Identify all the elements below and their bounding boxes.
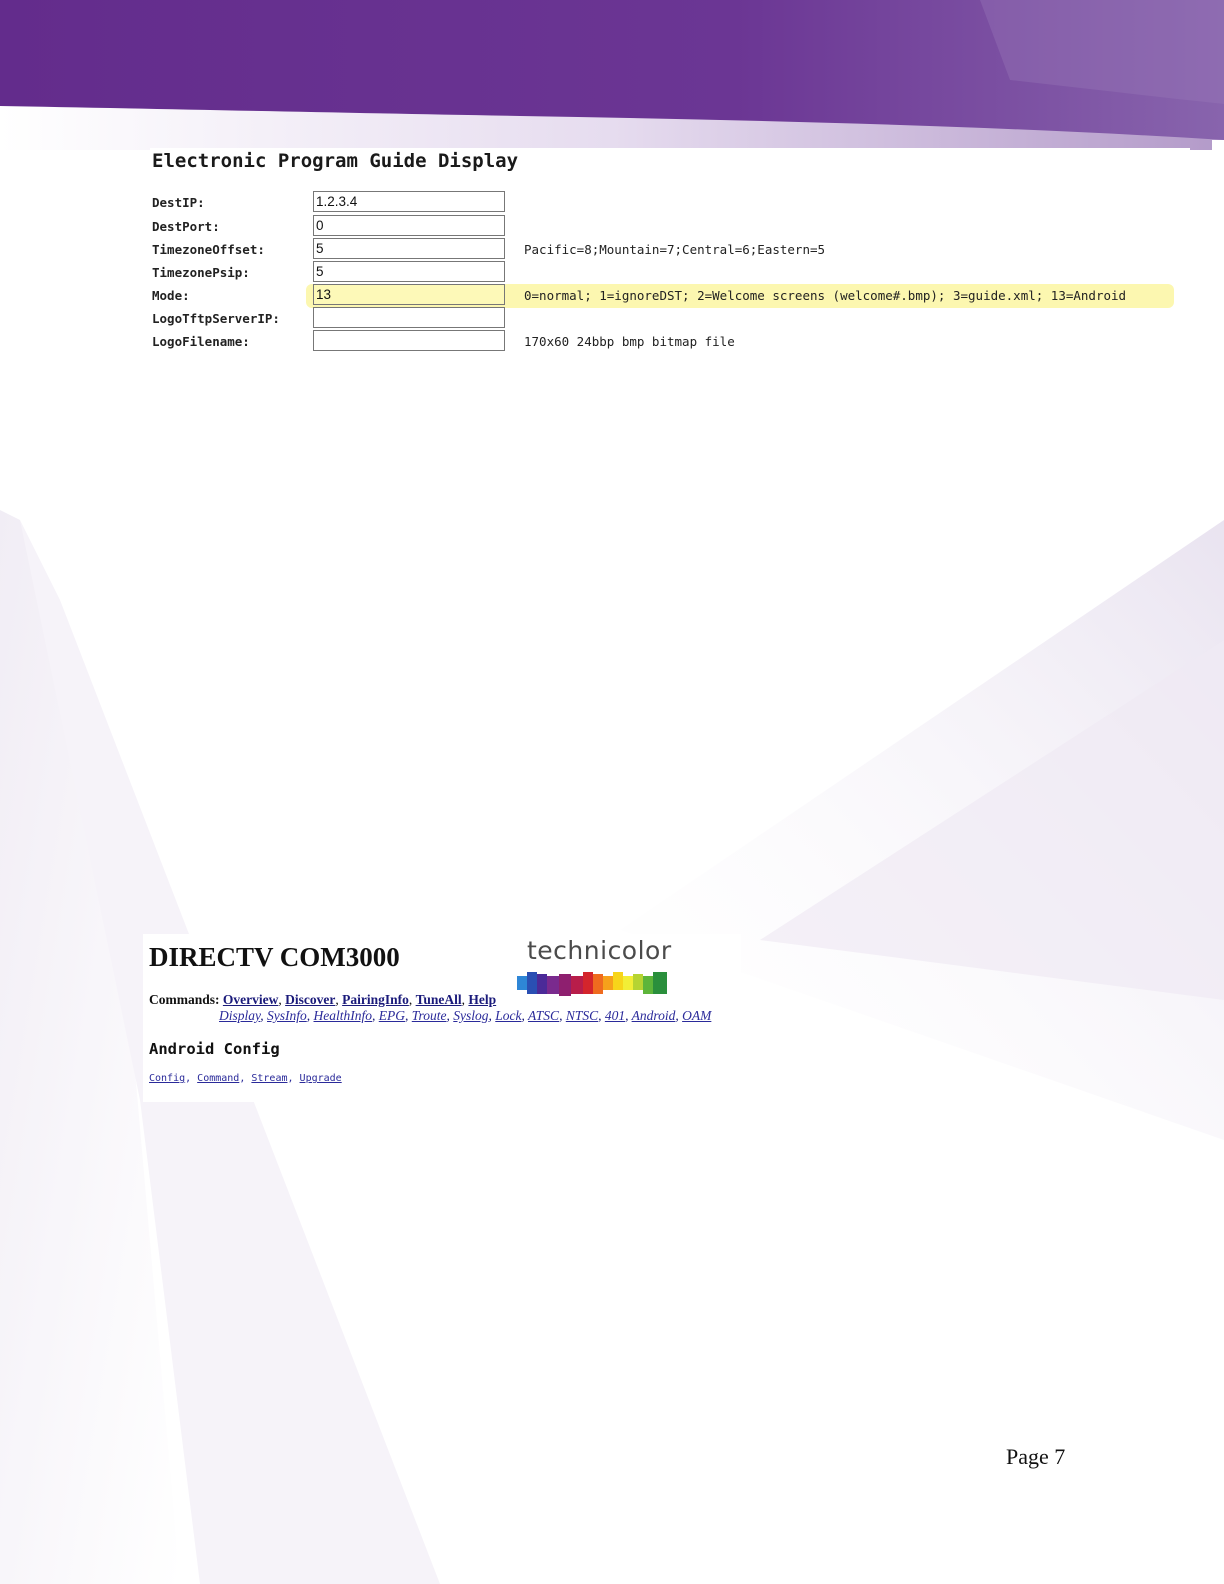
link-tuneall[interactable]: TuneAll xyxy=(415,992,462,1007)
timezone-offset-label: TimezoneOffset: xyxy=(152,242,265,257)
mode-input[interactable]: 13 xyxy=(313,284,505,305)
link-atsc[interactable]: ATSC xyxy=(528,1008,560,1023)
link-epg[interactable]: EPG xyxy=(378,1008,406,1023)
link-pairinginfo[interactable]: PairingInfo xyxy=(342,992,409,1007)
commands-bar: Commands: Overview, Discover, PairingInfo, TuneAll, Help xyxy=(149,992,497,1007)
link-ntsc[interactable]: NTSC xyxy=(565,1008,599,1023)
link-discover[interactable]: Discover xyxy=(285,992,336,1007)
link-overview[interactable]: Overview xyxy=(222,992,279,1007)
directv-title: DIRECTV COM3000 xyxy=(149,942,400,972)
epg-settings-panel xyxy=(150,148,1190,363)
timezone-psip-label: TimezonePsip: xyxy=(152,265,250,280)
mode-note: 0=normal; 1=ignoreDST; 2=Welcome screens (welcome#.bmp); 3=guide.xml; 13=Android xyxy=(524,288,1127,303)
logo-filename-label: LogoFilename: xyxy=(152,334,250,349)
link-stream[interactable]: Stream xyxy=(251,1073,288,1084)
timezone-psip-input[interactable]: 5 xyxy=(313,261,505,282)
epg-title: Electronic Program Guide Display xyxy=(152,150,519,172)
link-upgrade[interactable]: Upgrade xyxy=(299,1073,342,1084)
logo-tftp-server-ip-label: LogoTftpServerIP: xyxy=(152,311,280,326)
android-config-links: Config, Command, Stream, Upgrade xyxy=(149,1073,342,1084)
dest-port-label: DestPort: xyxy=(152,219,220,234)
link-syslog[interactable]: Syslog xyxy=(453,1008,489,1023)
logo-tftp-server-ip-input[interactable] xyxy=(313,307,505,328)
dest-port-input[interactable]: 0 xyxy=(313,215,505,236)
dest-ip-input[interactable]: 1.2.3.4 xyxy=(313,191,505,212)
timezone-offset-input[interactable]: 5 xyxy=(313,238,505,259)
link-lock[interactable]: Lock xyxy=(495,1008,522,1023)
page-number: Page 7 xyxy=(1006,1444,1066,1469)
sub-command-links: Display, SysInfo, HealthInfo, EPG, Troute, Syslog, Lock, ATSC, NTSC, 401, Android, OAM xyxy=(219,1008,712,1023)
link-command[interactable]: Command xyxy=(197,1073,240,1084)
android-config-title: Android Config xyxy=(149,1040,280,1058)
link-android[interactable]: Android xyxy=(631,1008,676,1023)
dest-ip-label: DestIP: xyxy=(152,195,205,210)
link-display[interactable]: Display xyxy=(219,1008,261,1023)
link-healthinfo[interactable]: HealthInfo xyxy=(313,1008,373,1023)
mode-label: Mode: xyxy=(152,288,190,303)
link-oam[interactable]: OAM xyxy=(682,1008,712,1023)
technicolor-color-bar-icon xyxy=(517,970,669,1000)
logo-filename-note: 170x60 24bbp bmp bitmap file xyxy=(524,334,735,349)
directv-panel xyxy=(143,934,741,1102)
timezone-offset-note: Pacific=8;Mountain=7;Central=6;Eastern=5 xyxy=(524,242,826,257)
technicolor-logo: technicolor xyxy=(527,936,672,965)
link-help[interactable]: Help xyxy=(468,992,497,1007)
link-sysinfo[interactable]: SysInfo xyxy=(267,1008,307,1023)
logo-filename-input[interactable] xyxy=(313,330,505,351)
link-config[interactable]: Config xyxy=(149,1073,186,1084)
link-troute[interactable]: Troute xyxy=(411,1008,447,1023)
commands-label: Commands: xyxy=(149,992,220,1007)
link-401[interactable]: 401 xyxy=(604,1008,626,1023)
